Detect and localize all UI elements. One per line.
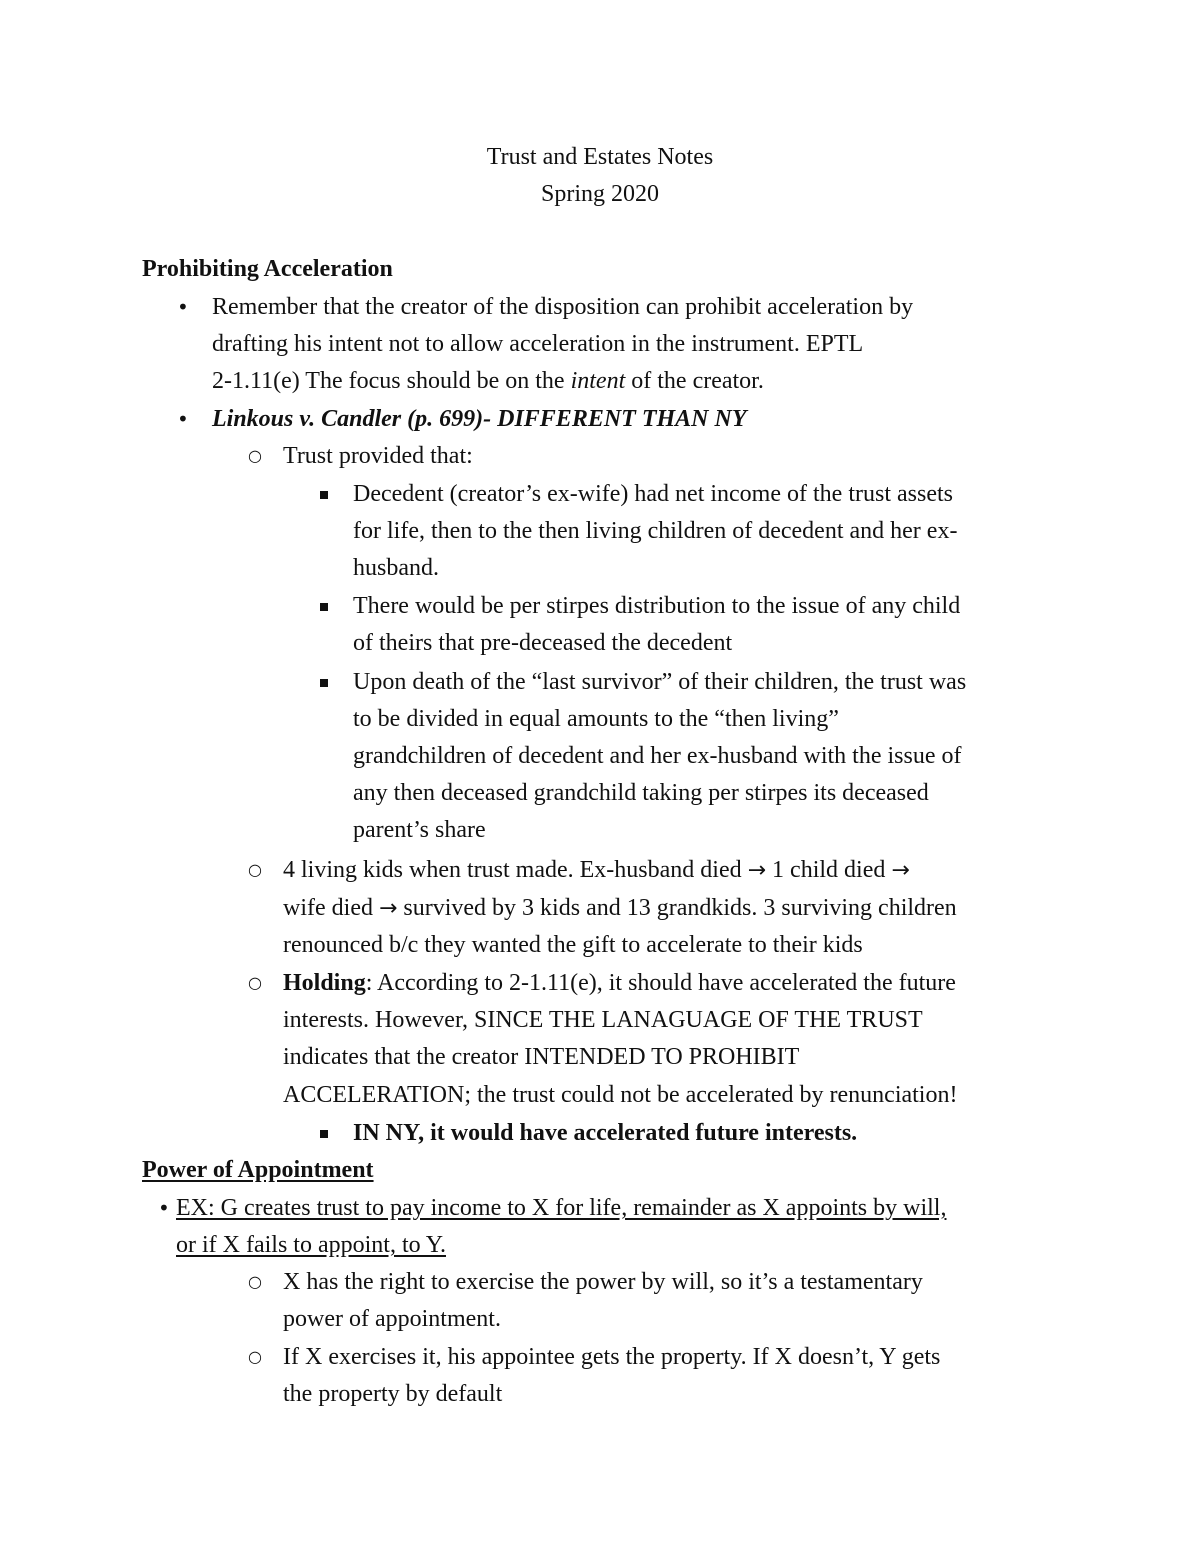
emphasis-intent: intent [570,368,626,394]
item-text-line: for life, then to the then living children of decedent and her ex- [353,518,958,544]
item-text-line: any then deceased grandchild taking per stirpes its deceased [353,780,929,806]
item-text-line: husband. [353,555,439,581]
sub-bullet-text: renounced b/c they wanted the gift to accelerate to their kids [283,932,863,958]
circle-marker: ○ [248,860,262,879]
sub-bullet-text: power of appointment. [283,1306,501,1332]
document-title: Trust and Estates Notes [486,144,714,170]
item-text-line: to be divided in equal amounts to the “then living” [353,706,839,732]
circle-marker: ○ [248,1272,262,1291]
square-marker [320,603,328,611]
holding-label: Holding [283,970,366,996]
ny-note: IN NY, it would have accelerated future interests. [353,1120,858,1146]
bullet-marker: • [177,407,189,431]
bullet-marker: • [177,295,189,319]
circle-marker: ○ [248,973,262,992]
holding-text: interests. However, SINCE THE LANAGUAGE OF THE TRUST [283,1007,923,1033]
bullet-marker: • [158,1196,170,1220]
bullet-text-line: Remember that the creator of the disposition can prohibit acceleration by [212,294,914,320]
example-text: EX: G creates trust to pay income to X for life, remainder as X appoints by will, [176,1195,947,1221]
sub-bullet-text: If X exercises it, his appointee gets the property. If X doesn’t, Y gets [283,1344,941,1370]
circle-marker: ○ [248,1347,262,1366]
item-text-line: There would be per stirpes distribution to the issue of any child [353,593,961,619]
sub-bullet-text: X has the right to exercise the power by will, so it’s a testamentary [283,1269,923,1295]
sub-bullet-text: wife died → survived by 3 kids and 13 grandkids. 3 surviving children [283,895,957,921]
holding-text: indicates that the creator INTENDED TO PROHIBIT [283,1044,800,1070]
square-marker [320,679,328,687]
sub-bullet-text: the property by default [283,1381,503,1407]
square-marker [320,491,328,499]
item-text-line: parent’s share [353,817,486,843]
document-subtitle: Spring 2020 [540,181,659,207]
item-text-line: of theirs that pre-deceased the decedent [353,630,733,656]
case-citation: Linkous v. Candler (p. 699)- DIFFERENT THAN NY [212,406,747,432]
bullet-text-line: drafting his intent not to allow acceleration in the instrument. EPTL [212,331,864,357]
right-arrow-icon: → [891,858,910,883]
section-heading-power-of-appointment: Power of Appointment [142,1157,374,1183]
right-arrow-icon: → [747,858,767,883]
item-text-line: grandchildren of decedent and her ex-husband with the issue of [353,743,962,769]
sub-bullet-text: Trust provided that: [283,443,473,469]
item-text-line: Decedent (creator’s ex-wife) had net income of the trust assets [353,481,953,507]
holding-text: ACCELERATION; the trust could not be accelerated by renunciation! [283,1082,958,1108]
circle-marker: ○ [248,446,262,465]
example-text: or if X fails to appoint, to Y. [176,1232,446,1258]
square-marker [320,1130,328,1138]
sub-bullet-text: 4 living kids when trust made. Ex-husband died → 1 child died → [283,857,910,883]
right-arrow-icon: → [378,896,398,921]
item-text-line: Upon death of the “last survivor” of their children, the trust was [353,669,967,695]
section-heading-prohibiting-acceleration: Prohibiting Acceleration [142,256,393,282]
holding-text: Holding: According to 2-1.11(e), it should have accelerated the future [283,970,956,996]
bullet-text-line: 2-1.11(e) The focus should be on the intent of the creator. [212,368,764,394]
